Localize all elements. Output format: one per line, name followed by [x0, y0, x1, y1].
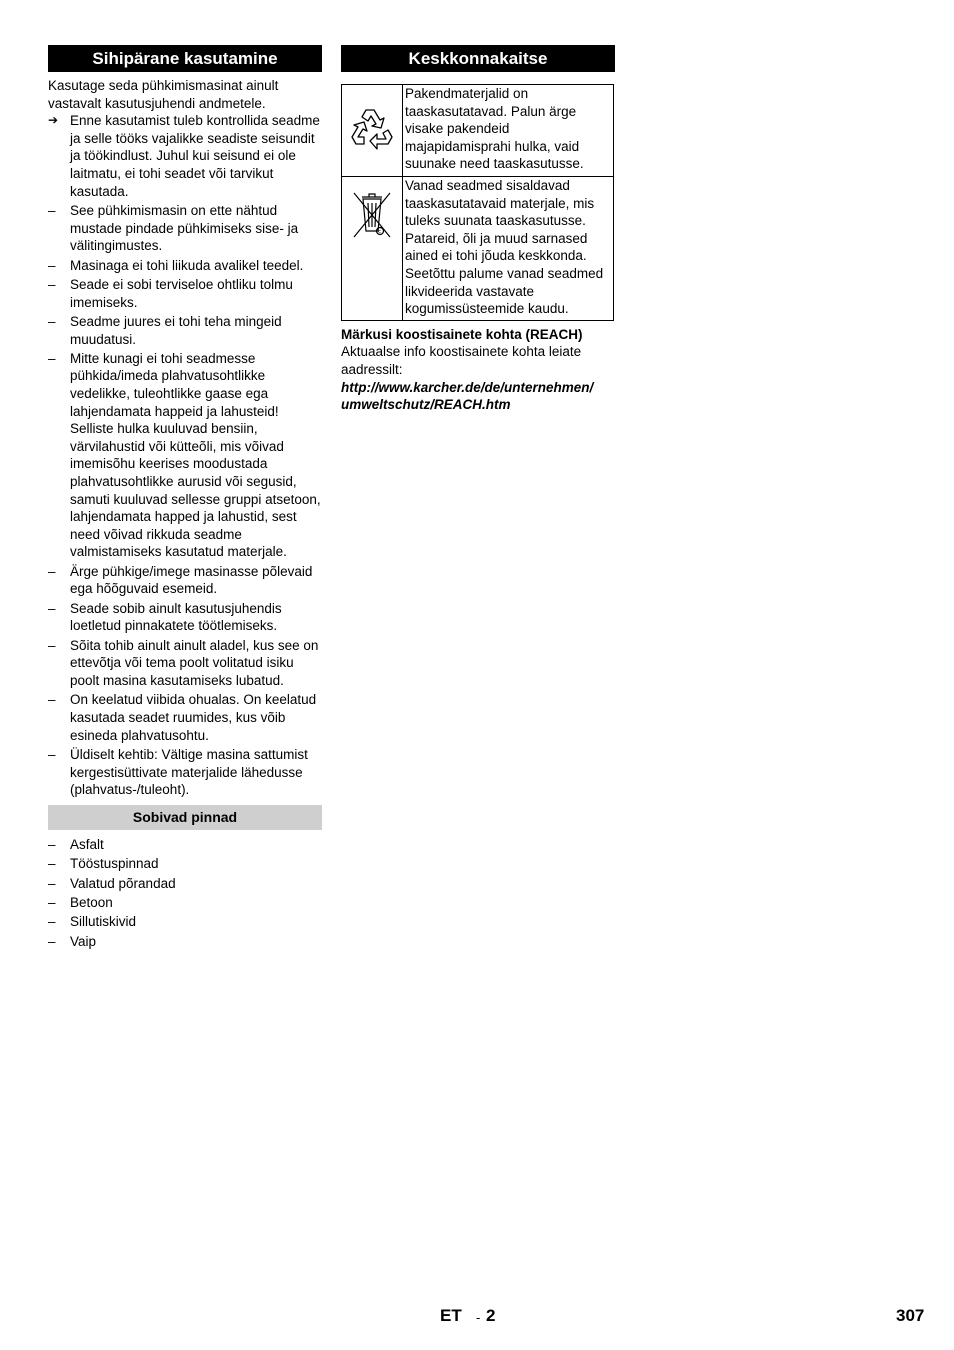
list-item-text: Seade ei sobi terviseloe ohtliku tolmu imemiseks. — [70, 276, 293, 310]
list-item — [48, 691, 322, 744]
footer-language: ET — [440, 1306, 462, 1325]
list-item — [48, 836, 322, 854]
list-item — [48, 257, 322, 275]
list-bullet: – — [48, 313, 56, 329]
list-item — [48, 637, 322, 690]
surfaces-list — [48, 836, 322, 951]
list-item — [48, 202, 322, 255]
list-bullet: – — [48, 563, 56, 579]
list-bullet: – — [48, 933, 56, 949]
list-item-text: Tööstuspinnad — [70, 856, 159, 872]
list-item-text: Sillutiskivid — [70, 914, 137, 930]
list-item — [48, 350, 322, 561]
table-row — [342, 177, 614, 321]
list-bullet: – — [48, 856, 56, 872]
list-bullet: – — [48, 836, 56, 852]
reach-url-line-1[interactable]: http://www.karcher.de/de/unternehmen/ — [341, 379, 594, 395]
list-item — [48, 112, 322, 200]
footer-section-number: 2 — [486, 1306, 496, 1325]
list-item — [48, 746, 322, 799]
intro-text: Kasutage seda pühkimismasinat ainult vastavalt kasutusjuhendi andmetele. — [48, 78, 279, 111]
disposal-text: Vanad seadmed sisaldavad taaskasutatavaid materjale, mis tuleks suunata taaskasutusse. Patareid, õli ja muud sarnased ained ei tohi jõuda keskkonda. Seetõttu palume vanad seadmed likvideerida vastavate kogumissüsteemide kaudu. — [403, 177, 614, 321]
list-bullet: – — [48, 746, 56, 762]
list-item — [48, 913, 322, 931]
left-column — [48, 45, 322, 952]
recycle-text: Pakendmaterjalid on taaskasutatavad. Palun ärge visake pakendeid majapidamisprahi hulka, vaid suunake need taaskasutusse. — [403, 85, 614, 177]
list-item-text: On keelatud viibida ohualas. On keelatud kasutada seadet ruumides, kus võib esineda plahvatusohtu. — [70, 692, 317, 743]
list-item — [48, 563, 322, 598]
list-bullet: – — [48, 276, 56, 292]
list-item-text: Masinaga ei tohi liikuda avalikel teedel. — [70, 257, 304, 273]
table-row — [342, 85, 614, 177]
icon-cell — [342, 177, 403, 321]
list-bullet: – — [48, 202, 56, 218]
list-bullet: – — [48, 914, 56, 930]
list-bullet: – — [48, 257, 56, 273]
reach-url-line-2[interactable]: umweltschutz/REACH.htm — [341, 397, 511, 413]
list-bullet: – — [48, 875, 56, 891]
svg-text:c: c — [378, 229, 381, 235]
footer-dash: - — [476, 1310, 481, 1325]
right-column — [341, 45, 615, 414]
list-item — [48, 875, 322, 893]
reach-text: Aktuaalse info koostisainete kohta leiate aadressilt: — [341, 344, 582, 377]
list-item-text: Sõita tohib ainult ainult aladel, kus see on ettevõtja või tema poolt volitatud isiku poolt masina kasutamiseks lubatud. — [70, 637, 319, 688]
list-item — [48, 313, 322, 348]
list-item-text: Ärge pühkige/imege masinasse põlevaid ega hõõguvaid esemeid. — [70, 563, 313, 597]
list-bullet: – — [48, 350, 56, 366]
environment-table — [341, 84, 614, 321]
list-item-text: Üldiselt kehtib: Vältige masina sattumist kergestisüttivate materjalide lähedusse (plahvatus-/tuleoht). — [70, 746, 308, 798]
crossed-bin-icon — [344, 183, 400, 243]
usage-list — [48, 112, 322, 799]
list-bullet: – — [48, 692, 56, 708]
list-item-text: See pühkimismasin on ette nähtud mustade pindade pühkimiseks sise- ja välitingimustes. — [70, 202, 299, 254]
list-item-text: Enne kasutamist tuleb kontrollida seadme ja selle tööks vajalikke seadiste seisundit ja töökindlust. Juhul kui seisund ei ole laitmatu, ei tohi seadet või tarvikut kasutada. — [70, 113, 320, 199]
page-number: 307 — [896, 1306, 925, 1325]
list-item — [48, 855, 322, 873]
list-item — [48, 600, 322, 635]
list-item — [48, 894, 322, 912]
list-bullet: – — [48, 894, 56, 910]
list-item — [48, 276, 322, 311]
list-item-text: Seadme juures ei tohi teha mingeid muudatusi. — [70, 313, 282, 347]
reach-title: Märkusi koostisainete kohta (REACH) — [341, 326, 583, 342]
list-bullet: – — [48, 637, 56, 653]
list-item-text: Vaip — [70, 933, 97, 949]
list-bullet: – — [48, 600, 56, 616]
list-item-text: Betoon — [70, 894, 113, 910]
list-item-text: Valatud põrandad — [70, 875, 176, 891]
list-item — [48, 933, 322, 951]
section-header-environment: Keskkonnakaitse — [341, 45, 615, 72]
sub-header-surfaces: Sobivad pinnad — [48, 805, 322, 830]
icon-cell — [342, 85, 403, 177]
list-item-text: Seade sobib ainult kasutusjuhendis loetletud pinnakatete töötlemiseks. — [70, 600, 282, 634]
section-header-intended-use: Sihipärane kasutamine — [48, 45, 322, 72]
list-item-text: Mitte kunagi ei tohi seadmesse pühkida/imeda plahvatusohtlikke vedelikke, tuleohtlikke gaase ega lahjendamata happeid ja lahusteid! Selliste hulka kuuluvad bensiin, värvilahustid või kütteõli, mis võivad imemisõhu keerises moodustada plahvatusohtlikke aurusid või segusid, samuti kuuluvad sellesse gruppi atsetoon, lahjendamata happed ja lahustid, sest need võivad rikkuda seadme valmistamiseks kasutatud materjale. — [70, 350, 321, 560]
list-item-text: Asfalt — [70, 836, 104, 852]
recycle-icon — [344, 100, 400, 156]
list-bullet: ➔ — [48, 113, 59, 128]
